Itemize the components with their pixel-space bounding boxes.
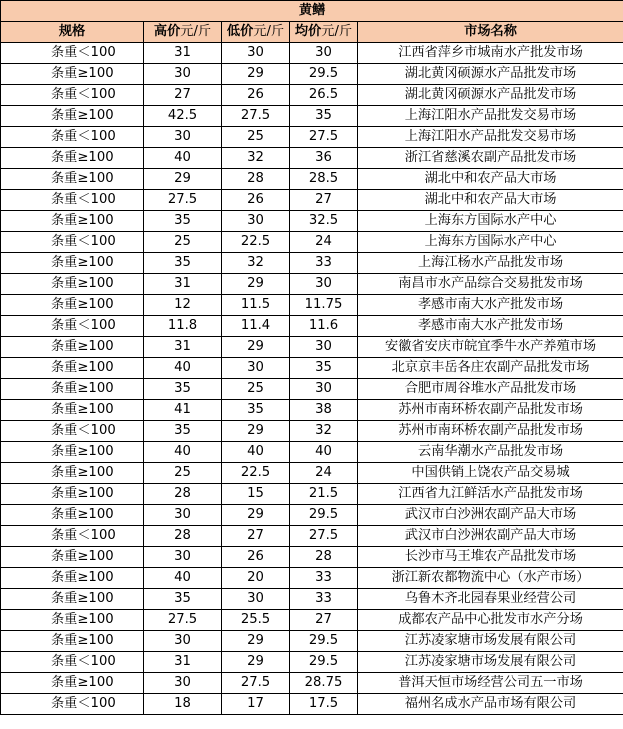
cell-avg-price: 27 <box>290 190 358 211</box>
cell-avg-price: 30 <box>290 274 358 295</box>
table-title-row <box>1 1 623 22</box>
cell-spec: 条重≥100 <box>1 463 144 484</box>
cell-spec: 条重＜100 <box>1 526 144 547</box>
cell-spec: 条重≥100 <box>1 148 144 169</box>
cell-market-name: 苏州市南环桥农副产品批发市场 <box>358 400 623 421</box>
cell-low-price: 26 <box>222 85 290 106</box>
cell-market-name: 江西省九江鲜活水产品批发市场 <box>358 484 623 505</box>
cell-market-name: 成都农产品中心批发市水产分场 <box>358 610 623 631</box>
table-row <box>1 463 623 484</box>
cell-spec: 条重≥100 <box>1 106 144 127</box>
cell-high-price: 12 <box>144 295 222 316</box>
cell-low-price: 27.5 <box>222 106 290 127</box>
cell-low-price: 27.5 <box>222 673 290 694</box>
cell-avg-price: 27.5 <box>290 127 358 148</box>
cell-spec: 条重≥100 <box>1 295 144 316</box>
table-row <box>1 106 623 127</box>
cell-spec: 条重≥100 <box>1 274 144 295</box>
cell-avg-price: 35 <box>290 106 358 127</box>
table-row <box>1 148 623 169</box>
cell-low-price: 26 <box>222 190 290 211</box>
cell-spec: 条重≥100 <box>1 211 144 232</box>
table-row <box>1 568 623 589</box>
cell-high-price: 27.5 <box>144 610 222 631</box>
cell-low-price: 20 <box>222 568 290 589</box>
cell-high-price: 18 <box>144 694 222 715</box>
cell-avg-price: 26.5 <box>290 85 358 106</box>
table-row <box>1 64 623 85</box>
cell-high-price: 35 <box>144 379 222 400</box>
cell-avg-price: 27 <box>290 610 358 631</box>
cell-market-name: 湖北中和农产品大市场 <box>358 169 623 190</box>
table-body <box>1 43 623 715</box>
cell-market-name: 上海江阳水产品批发交易市场 <box>358 106 623 127</box>
cell-low-price: 35 <box>222 400 290 421</box>
cell-high-price: 40 <box>144 442 222 463</box>
cell-market-name: 安徽省安庆市皖宜季牛水产养殖市场 <box>358 337 623 358</box>
cell-low-price: 29 <box>222 505 290 526</box>
table-row <box>1 358 623 379</box>
cell-high-price: 30 <box>144 631 222 652</box>
cell-avg-price: 11.6 <box>290 316 358 337</box>
cell-low-price: 15 <box>222 484 290 505</box>
cell-market-name: 上海江杨水产品批发市场 <box>358 253 623 274</box>
cell-spec: 条重≥100 <box>1 169 144 190</box>
table-row <box>1 253 623 274</box>
cell-spec: 条重≥100 <box>1 610 144 631</box>
cell-high-price: 28 <box>144 484 222 505</box>
cell-avg-price: 40 <box>290 442 358 463</box>
header-avg-label: 均价 <box>294 24 322 39</box>
cell-high-price: 31 <box>144 43 222 64</box>
cell-spec: 条重≥100 <box>1 64 144 85</box>
cell-spec: 条重≥100 <box>1 505 144 526</box>
cell-spec: 条重≥100 <box>1 547 144 568</box>
cell-avg-price: 29.5 <box>290 652 358 673</box>
header-low-price <box>222 22 290 43</box>
cell-avg-price: 33 <box>290 253 358 274</box>
cell-avg-price: 17.5 <box>290 694 358 715</box>
cell-market-name: 合肥市周谷堆水产品批发市场 <box>358 379 623 400</box>
cell-low-price: 29 <box>222 631 290 652</box>
cell-market-name: 孝感市南大水产批发市场 <box>358 295 623 316</box>
cell-high-price: 30 <box>144 127 222 148</box>
cell-avg-price: 21.5 <box>290 484 358 505</box>
cell-low-price: 11.4 <box>222 316 290 337</box>
cell-high-price: 31 <box>144 337 222 358</box>
table-title: 黄鳝 <box>1 1 623 22</box>
cell-avg-price: 24 <box>290 232 358 253</box>
table-row <box>1 127 623 148</box>
table-row <box>1 337 623 358</box>
cell-high-price: 35 <box>144 589 222 610</box>
cell-market-name: 福州名成水产品市场有限公司 <box>358 694 623 715</box>
cell-low-price: 22.5 <box>222 463 290 484</box>
cell-spec: 条重≥100 <box>1 337 144 358</box>
cell-low-price: 27 <box>222 526 290 547</box>
cell-high-price: 35 <box>144 421 222 442</box>
cell-spec: 条重＜100 <box>1 85 144 106</box>
cell-high-price: 25 <box>144 232 222 253</box>
cell-market-name: 武汉市白沙洲农副产品大市场 <box>358 505 623 526</box>
cell-avg-price: 33 <box>290 568 358 589</box>
cell-avg-price: 28 <box>290 547 358 568</box>
table-row <box>1 589 623 610</box>
cell-spec: 条重＜100 <box>1 127 144 148</box>
cell-high-price: 27.5 <box>144 190 222 211</box>
cell-market-name: 武汉市白沙洲农副产品大市场 <box>358 526 623 547</box>
cell-avg-price: 32 <box>290 421 358 442</box>
cell-spec: 条重≥100 <box>1 568 144 589</box>
cell-low-price: 22.5 <box>222 232 290 253</box>
cell-avg-price: 30 <box>290 379 358 400</box>
cell-avg-price: 11.75 <box>290 295 358 316</box>
cell-low-price: 30 <box>222 211 290 232</box>
cell-market-name: 北京京丰岳各庄农副产品批发市场 <box>358 358 623 379</box>
cell-avg-price: 35 <box>290 358 358 379</box>
cell-high-price: 25 <box>144 463 222 484</box>
cell-low-price: 17 <box>222 694 290 715</box>
cell-spec: 条重＜100 <box>1 694 144 715</box>
cell-spec: 条重≥100 <box>1 589 144 610</box>
cell-spec: 条重≥100 <box>1 253 144 274</box>
cell-avg-price: 28.5 <box>290 169 358 190</box>
cell-market-name: 南昌市水产品综合交易批发市场 <box>358 274 623 295</box>
table-row <box>1 379 623 400</box>
cell-market-name: 普洱天恒市场经营公司五一市场 <box>358 673 623 694</box>
cell-market-name: 苏州市南环桥农副产品批发市场 <box>358 421 623 442</box>
table-row <box>1 295 623 316</box>
table-row <box>1 505 623 526</box>
cell-high-price: 30 <box>144 673 222 694</box>
table-row <box>1 526 623 547</box>
cell-avg-price: 27.5 <box>290 526 358 547</box>
cell-high-price: 40 <box>144 358 222 379</box>
header-market-name <box>358 22 623 43</box>
cell-high-price: 31 <box>144 274 222 295</box>
cell-market-name: 上海东方国际水产中心 <box>358 211 623 232</box>
table-row <box>1 673 623 694</box>
cell-market-name: 孝感市南大水产批发市场 <box>358 316 623 337</box>
cell-low-price: 32 <box>222 253 290 274</box>
table-row <box>1 316 623 337</box>
cell-market-name: 乌鲁木齐北园春果业经营公司 <box>358 589 623 610</box>
cell-avg-price: 29.5 <box>290 64 358 85</box>
cell-low-price: 30 <box>222 43 290 64</box>
cell-low-price: 40 <box>222 442 290 463</box>
cell-high-price: 27 <box>144 85 222 106</box>
cell-spec: 条重≥100 <box>1 673 144 694</box>
cell-market-name: 江西省萍乡市城南水产批发市场 <box>358 43 623 64</box>
cell-spec: 条重＜100 <box>1 190 144 211</box>
cell-low-price: 11.5 <box>222 295 290 316</box>
table-row <box>1 85 623 106</box>
table-row <box>1 442 623 463</box>
header-high-price <box>144 22 222 43</box>
header-avg-unit: 元/斤 <box>321 24 353 39</box>
table-row <box>1 274 623 295</box>
cell-high-price: 31 <box>144 652 222 673</box>
cell-low-price: 25 <box>222 379 290 400</box>
cell-market-name: 江苏凌家塘市场发展有限公司 <box>358 652 623 673</box>
cell-low-price: 32 <box>222 148 290 169</box>
cell-high-price: 40 <box>144 568 222 589</box>
cell-avg-price: 29.5 <box>290 505 358 526</box>
cell-spec: 条重＜100 <box>1 652 144 673</box>
cell-market-name: 云南华潮水产品批发市场 <box>358 442 623 463</box>
cell-market-name: 湖北黄冈硕源水产品批发市场 <box>358 64 623 85</box>
cell-low-price: 25.5 <box>222 610 290 631</box>
cell-high-price: 40 <box>144 148 222 169</box>
table-row <box>1 610 623 631</box>
cell-avg-price: 30 <box>290 43 358 64</box>
cell-market-name: 江苏凌家塘市场发展有限公司 <box>358 631 623 652</box>
header-spec <box>1 22 144 43</box>
cell-spec: 条重＜100 <box>1 232 144 253</box>
cell-avg-price: 28.75 <box>290 673 358 694</box>
cell-market-name: 湖北黄冈硕源水产品批发市场 <box>358 85 623 106</box>
table-row <box>1 547 623 568</box>
header-low-unit: 元/斤 <box>253 24 285 39</box>
cell-avg-price: 36 <box>290 148 358 169</box>
cell-avg-price: 24 <box>290 463 358 484</box>
table-row <box>1 211 623 232</box>
cell-high-price: 11.8 <box>144 316 222 337</box>
cell-market-name: 中国供销上饶农产品交易城 <box>358 463 623 484</box>
cell-market-name: 浙江省慈溪农副产品批发市场 <box>358 148 623 169</box>
header-high-label: 高价 <box>153 24 181 39</box>
cell-low-price: 25 <box>222 127 290 148</box>
table-row <box>1 169 623 190</box>
table-row <box>1 190 623 211</box>
cell-spec: 条重＜100 <box>1 316 144 337</box>
cell-low-price: 29 <box>222 421 290 442</box>
cell-low-price: 30 <box>222 589 290 610</box>
table-row <box>1 631 623 652</box>
cell-avg-price: 29.5 <box>290 631 358 652</box>
table-row <box>1 652 623 673</box>
header-spec-label: 规格 <box>58 24 86 39</box>
cell-market-name: 湖北中和农产品大市场 <box>358 190 623 211</box>
cell-spec: 条重≥100 <box>1 400 144 421</box>
table-row <box>1 421 623 442</box>
cell-low-price: 28 <box>222 169 290 190</box>
cell-high-price: 41 <box>144 400 222 421</box>
cell-market-name: 上海东方国际水产中心 <box>358 232 623 253</box>
cell-high-price: 30 <box>144 547 222 568</box>
cell-market-name: 浙江新农都物流中心（水产市场） <box>358 568 623 589</box>
cell-low-price: 26 <box>222 547 290 568</box>
cell-low-price: 29 <box>222 652 290 673</box>
cell-high-price: 42.5 <box>144 106 222 127</box>
cell-high-price: 30 <box>144 505 222 526</box>
header-market-label: 市场名称 <box>464 24 517 39</box>
table-row <box>1 484 623 505</box>
cell-avg-price: 38 <box>290 400 358 421</box>
cell-spec: 条重＜100 <box>1 43 144 64</box>
header-low-label: 低价 <box>226 24 254 39</box>
cell-low-price: 29 <box>222 337 290 358</box>
cell-avg-price: 30 <box>290 337 358 358</box>
header-high-unit: 元/斤 <box>180 24 212 39</box>
cell-low-price: 30 <box>222 358 290 379</box>
cell-spec: 条重≥100 <box>1 358 144 379</box>
header-avg-price <box>290 22 358 43</box>
cell-high-price: 30 <box>144 64 222 85</box>
cell-market-name: 长沙市马王堆农产品批发市场 <box>358 547 623 568</box>
table-row <box>1 43 623 64</box>
table-header-row <box>1 22 623 43</box>
cell-spec: 条重≥100 <box>1 484 144 505</box>
cell-high-price: 29 <box>144 169 222 190</box>
cell-spec: 条重＜100 <box>1 421 144 442</box>
cell-high-price: 35 <box>144 253 222 274</box>
cell-market-name: 上海江阳水产品批发交易市场 <box>358 127 623 148</box>
cell-spec: 条重≥100 <box>1 442 144 463</box>
cell-low-price: 29 <box>222 64 290 85</box>
cell-avg-price: 32.5 <box>290 211 358 232</box>
cell-spec: 条重≥100 <box>1 379 144 400</box>
cell-high-price: 28 <box>144 526 222 547</box>
cell-avg-price: 33 <box>290 589 358 610</box>
cell-high-price: 35 <box>144 211 222 232</box>
cell-low-price: 29 <box>222 274 290 295</box>
table-row <box>1 400 623 421</box>
cell-spec: 条重≥100 <box>1 631 144 652</box>
table-row <box>1 694 623 715</box>
table-row <box>1 232 623 253</box>
